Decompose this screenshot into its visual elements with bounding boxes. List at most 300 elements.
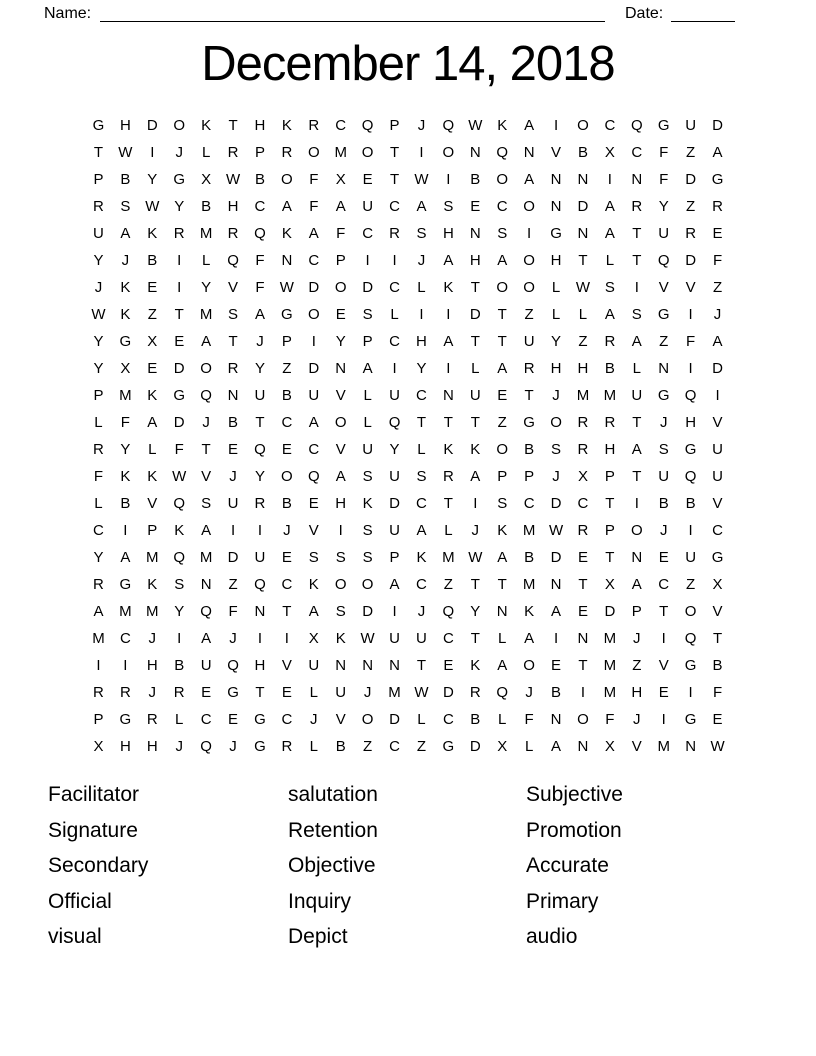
grid-letter: M	[334, 144, 347, 161]
grid-letter: B	[120, 171, 131, 188]
grid-letter: A	[308, 225, 319, 242]
grid-letter: T	[174, 306, 184, 323]
grid-letter: A	[335, 468, 346, 485]
grid-letter: U	[308, 657, 320, 674]
grid-letter: C	[281, 711, 293, 728]
date-blank-line[interactable]	[671, 2, 735, 22]
grid-letter: P	[281, 333, 292, 350]
grid-letter: G	[119, 333, 132, 350]
grid-letter: A	[416, 198, 427, 215]
grid-letter: Q	[254, 576, 266, 593]
grid-letter: B	[658, 495, 669, 512]
grid-letter: C	[442, 711, 454, 728]
grid-letter: U	[389, 468, 400, 485]
grid-letter: K	[201, 117, 212, 134]
grid-letter: J	[659, 522, 668, 539]
grid-letter: C	[362, 225, 374, 242]
grid-letter: J	[713, 306, 722, 323]
grid-letter: I	[257, 630, 263, 647]
grid-letter: G	[227, 684, 239, 701]
grid-letter: N	[523, 144, 535, 161]
grid-letter: X	[604, 738, 615, 755]
grid-letter: T	[712, 630, 723, 647]
grid-letter: C	[308, 441, 320, 458]
grid-letter: O	[684, 603, 697, 620]
grid-letter: C	[389, 738, 400, 755]
grid-letter: I	[392, 252, 397, 269]
grid-letter: F	[309, 171, 319, 188]
grid-letter: H	[577, 360, 589, 377]
grid-letter: A	[335, 198, 346, 215]
grid-letter: U	[712, 468, 723, 485]
grid-letter: S	[497, 495, 508, 512]
grid-letter: V	[228, 279, 239, 296]
grid-letter: I	[634, 495, 639, 512]
grid-letter: K	[281, 117, 292, 134]
grid-letter: E	[147, 360, 158, 377]
grid-letter: N	[227, 387, 239, 404]
word-search-grid	[85, 112, 731, 760]
grid-letter: C	[577, 495, 589, 512]
grid-letter: O	[577, 117, 589, 134]
grid-letter: T	[416, 657, 427, 674]
grid-letter: X	[497, 738, 508, 755]
word-item: Depict	[288, 925, 348, 949]
grid-letter: S	[658, 441, 669, 458]
grid-letter: S	[362, 522, 373, 539]
grid-letter: D	[227, 549, 239, 566]
grid-letter: F	[712, 684, 723, 701]
grid-letter: Y	[93, 549, 104, 566]
grid-letter: K	[335, 630, 346, 647]
grid-letter: A	[254, 306, 265, 323]
grid-letter: S	[416, 468, 427, 485]
grid-letter: T	[605, 549, 615, 566]
grid-letter: R	[712, 198, 723, 215]
grid-letter: V	[712, 414, 723, 431]
grid-letter: L	[632, 360, 641, 377]
grid-letter: O	[334, 279, 347, 296]
grid-letter: S	[335, 549, 346, 566]
grid-letter: O	[361, 711, 374, 728]
grid-letter: I	[527, 225, 532, 242]
grid-letter: V	[201, 468, 212, 485]
grid-letter: A	[524, 630, 535, 647]
grid-letter: B	[281, 495, 292, 512]
grid-letter: Q	[684, 630, 697, 647]
grid-letter: P	[604, 468, 615, 485]
grid-letter: Y	[93, 360, 104, 377]
grid-letter: J	[94, 279, 103, 296]
grid-letter: O	[630, 522, 643, 539]
grid-letter: E	[497, 387, 508, 404]
grid-row	[85, 355, 731, 382]
grid-letter: Y	[416, 360, 427, 377]
grid-letter: L	[201, 252, 211, 269]
grid-letter: I	[688, 684, 693, 701]
grid-letter: I	[688, 522, 693, 539]
grid-letter: L	[94, 414, 103, 431]
grid-letter: I	[419, 306, 424, 323]
grid-letter: R	[389, 225, 400, 242]
grid-letter: R	[308, 117, 320, 134]
grid-letter: B	[335, 738, 346, 755]
grid-letter: Z	[659, 333, 669, 350]
name-blank-line[interactable]	[100, 2, 605, 22]
grid-letter: H	[550, 252, 562, 269]
grid-letter: K	[120, 468, 131, 485]
grid-letter: G	[684, 711, 697, 728]
grid-letter: R	[146, 711, 158, 728]
grid-letter: F	[712, 252, 723, 269]
grid-letter: R	[604, 333, 616, 350]
grid-letter: P	[389, 549, 400, 566]
grid-letter: G	[254, 711, 266, 728]
grid-letter: T	[524, 387, 534, 404]
grid-letter: Y	[93, 252, 104, 269]
grid-letter: I	[177, 630, 182, 647]
grid-letter: R	[577, 441, 589, 458]
grid-letter: H	[146, 738, 158, 755]
grid-letter: F	[228, 603, 238, 620]
grid-letter: W	[225, 171, 241, 188]
word-item: Signature	[48, 818, 138, 842]
grid-letter: P	[389, 117, 400, 134]
grid-letter: C	[281, 414, 293, 431]
word-item: Objective	[288, 854, 376, 878]
grid-letter: K	[524, 603, 535, 620]
grid-letter: V	[712, 603, 723, 620]
grid-letter: T	[632, 414, 642, 431]
grid-letter: G	[523, 414, 535, 431]
word-item: visual	[48, 925, 102, 949]
grid-letter: J	[552, 387, 560, 404]
grid-letter: G	[711, 171, 724, 188]
grid-letter: O	[442, 144, 455, 161]
grid-letter: T	[470, 414, 480, 431]
grid-letter: E	[712, 711, 723, 728]
grid-letter: R	[227, 360, 239, 377]
grid-letter: W	[468, 117, 483, 134]
grid-letter: R	[93, 198, 104, 215]
grid-letter: R	[577, 522, 589, 539]
grid-letter: H	[146, 657, 158, 674]
grid-letter: U	[658, 468, 670, 485]
grid-letter: J	[417, 252, 426, 269]
grid-letter: L	[309, 738, 318, 755]
grid-letter: L	[417, 279, 426, 296]
grid-letter: M	[576, 387, 590, 404]
grid-row	[85, 139, 731, 166]
grid-letter: I	[634, 279, 639, 296]
grid-letter: T	[470, 576, 480, 593]
grid-letter: P	[93, 171, 104, 188]
grid-letter: A	[308, 603, 319, 620]
grid-letter: F	[255, 279, 265, 296]
grid-letter: I	[392, 603, 397, 620]
grid-letter: R	[93, 441, 104, 458]
grid-letter: V	[308, 522, 319, 539]
grid-letter: U	[200, 657, 212, 674]
grid-letter: D	[362, 279, 374, 296]
grid-letter: A	[497, 360, 508, 377]
grid-letter: E	[228, 711, 239, 728]
grid-row	[85, 625, 731, 652]
grid-letter: E	[658, 684, 669, 701]
grid-letter: K	[120, 279, 131, 296]
word-item: Primary	[526, 889, 599, 913]
word-item: Retention	[288, 818, 378, 842]
grid-letter: K	[470, 441, 481, 458]
grid-letter: J	[633, 630, 641, 647]
grid-letter: L	[390, 306, 399, 323]
grid-letter: N	[550, 171, 562, 188]
grid-letter: J	[659, 414, 668, 431]
grid-letter: M	[146, 603, 159, 620]
grid-letter: Q	[227, 252, 239, 269]
grid-letter: A	[443, 252, 454, 269]
grid-letter: D	[469, 306, 481, 323]
grid-letter: T	[389, 171, 400, 188]
grid-letter: R	[281, 144, 293, 161]
grid-letter: G	[119, 711, 132, 728]
grid-letter: S	[631, 306, 642, 323]
grid-letter: E	[281, 441, 292, 458]
grid-letter: Q	[630, 117, 643, 134]
grid-letter: O	[496, 279, 509, 296]
grid-row	[85, 517, 731, 544]
grid-letter: T	[228, 117, 238, 134]
grid-letter: Q	[684, 468, 697, 485]
grid-letter: M	[146, 549, 159, 566]
grid-letter: L	[578, 306, 588, 323]
grid-letter: L	[309, 684, 318, 701]
grid-letter: A	[497, 657, 508, 674]
grid-letter: H	[550, 360, 562, 377]
grid-letter: M	[388, 684, 401, 701]
grid-letter: F	[659, 171, 669, 188]
grid-letter: U	[362, 441, 374, 458]
grid-letter: D	[173, 360, 185, 377]
grid-row	[85, 274, 731, 301]
grid-letter: A	[497, 549, 508, 566]
grid-letter: Z	[147, 306, 157, 323]
grid-letter: K	[174, 522, 185, 539]
grid-letter: M	[603, 387, 617, 404]
grid-letter: N	[577, 171, 589, 188]
grid-letter: N	[685, 738, 697, 755]
grid-letter: I	[688, 306, 693, 323]
grid-letter: J	[310, 711, 318, 728]
grid-letter: I	[230, 522, 236, 539]
grid-letter: O	[523, 252, 535, 269]
grid-letter: Y	[174, 198, 185, 215]
grid-letter: D	[389, 711, 400, 728]
grid-row	[85, 112, 731, 139]
grid-letter: J	[229, 738, 237, 755]
grid-letter: E	[335, 306, 346, 323]
grid-letter: K	[281, 225, 292, 242]
grid-row	[85, 193, 731, 220]
grid-letter: E	[577, 603, 588, 620]
grid-letter: V	[551, 144, 562, 161]
grid-letter: X	[308, 630, 319, 647]
grid-letter: M	[522, 576, 536, 593]
grid-letter: Q	[496, 144, 509, 161]
grid-letter: I	[580, 684, 586, 701]
grid-letter: Z	[686, 144, 696, 161]
grid-letter: G	[657, 306, 670, 323]
grid-letter: I	[177, 252, 182, 269]
grid-letter: D	[550, 549, 562, 566]
word-item: salutation	[288, 783, 378, 806]
grid-letter: R	[577, 414, 589, 431]
grid-letter: Q	[388, 414, 401, 431]
grid-letter: I	[177, 279, 182, 296]
grid-letter: L	[605, 252, 615, 269]
grid-letter: A	[712, 333, 723, 350]
grid-letter: D	[604, 603, 616, 620]
grid-letter: K	[147, 576, 158, 593]
grid-letter: L	[498, 711, 507, 728]
grid-letter: C	[631, 144, 643, 161]
grid-letter: I	[607, 171, 612, 188]
grid-letter: P	[631, 603, 642, 620]
grid-letter: W	[414, 684, 429, 701]
grid-letter: I	[123, 522, 128, 539]
grid-letter: K	[147, 387, 158, 404]
grid-letter: A	[443, 333, 454, 350]
grid-row	[85, 706, 731, 733]
grid-letter: A	[389, 576, 400, 593]
grid-letter: K	[308, 576, 319, 593]
grid-letter: A	[524, 117, 535, 134]
grid-letter: A	[201, 630, 212, 647]
grid-letter: O	[307, 144, 320, 161]
grid-letter: P	[335, 252, 346, 269]
grid-letter: F	[659, 144, 669, 161]
grid-letter: V	[658, 279, 669, 296]
word-list	[0, 777, 816, 977]
grid-letter: G	[657, 117, 670, 134]
grid-letter: B	[147, 252, 158, 269]
grid-letter: S	[335, 603, 346, 620]
grid-letter: B	[254, 171, 265, 188]
grid-letter: E	[228, 441, 239, 458]
grid-letter: L	[94, 495, 103, 512]
grid-letter: W	[468, 549, 483, 566]
grid-letter: E	[577, 549, 588, 566]
grid-letter: N	[469, 144, 481, 161]
grid-letter: S	[443, 198, 454, 215]
grid-letter: Y	[254, 468, 265, 485]
grid-letter: H	[685, 414, 697, 431]
grid-letter: Z	[443, 576, 453, 593]
grid-letter: A	[604, 306, 615, 323]
grid-letter: N	[335, 657, 347, 674]
grid-letter: Q	[200, 603, 212, 620]
grid-letter: K	[147, 225, 158, 242]
grid-letter: R	[631, 198, 643, 215]
grid-letter: G	[657, 387, 670, 404]
grid-letter: Q	[361, 117, 374, 134]
grid-letter: N	[577, 225, 589, 242]
grid-letter: J	[552, 468, 560, 485]
grid-letter: R	[227, 225, 239, 242]
grid-letter: A	[631, 333, 642, 350]
grid-letter: I	[473, 495, 478, 512]
grid-letter: K	[443, 279, 454, 296]
grid-letter: G	[281, 306, 293, 323]
grid-letter: D	[577, 198, 589, 215]
grid-letter: O	[334, 576, 347, 593]
grid-letter: O	[281, 468, 293, 485]
grid-letter: Z	[524, 306, 534, 323]
grid-letter: B	[201, 198, 212, 215]
grid-letter: Q	[442, 603, 455, 620]
word-list-column-3	[526, 777, 623, 955]
name-label: Name:	[44, 5, 92, 22]
grid-letter: T	[201, 441, 211, 458]
grid-letter: Q	[227, 657, 239, 674]
grid-letter: D	[389, 495, 400, 512]
grid-letter: N	[496, 603, 508, 620]
grid-letter: O	[577, 711, 589, 728]
grid-letter: W	[279, 279, 294, 296]
grid-letter: E	[281, 549, 292, 566]
grid-letter: T	[255, 414, 265, 431]
grid-letter: U	[254, 387, 266, 404]
grid-letter: Q	[496, 684, 509, 701]
word-list-column-2	[288, 777, 378, 955]
grid-letter: K	[362, 495, 373, 512]
grid-row	[85, 382, 731, 409]
grid-letter: G	[254, 738, 266, 755]
grid-letter: N	[281, 252, 293, 269]
grid-letter: A	[551, 603, 562, 620]
grid-letter: Y	[551, 333, 562, 350]
grid-letter: S	[228, 306, 239, 323]
grid-letter: V	[712, 495, 723, 512]
grid-letter: L	[471, 360, 480, 377]
grid-letter: O	[550, 414, 562, 431]
grid-letter: M	[199, 306, 213, 323]
grid-letter: F	[120, 414, 130, 431]
grid-letter: N	[254, 603, 266, 620]
grid-letter: R	[93, 576, 104, 593]
grid-letter: C	[389, 279, 400, 296]
grid-letter: B	[524, 549, 535, 566]
grid-letter: J	[229, 630, 237, 647]
grid-letter: X	[335, 171, 346, 188]
grid-letter: C	[281, 576, 293, 593]
grid-letter: H	[469, 252, 481, 269]
grid-letter: I	[365, 252, 370, 269]
grid-letter: Z	[497, 414, 507, 431]
grid-letter: E	[201, 684, 212, 701]
grid-letter: B	[281, 387, 292, 404]
grid-letter: Y	[120, 441, 131, 458]
grid-letter: T	[578, 576, 588, 593]
grid-letter: V	[685, 279, 696, 296]
grid-letter: T	[497, 576, 507, 593]
grid-letter: Q	[200, 387, 212, 404]
grid-letter: I	[446, 171, 451, 188]
grid-letter: Q	[307, 468, 320, 485]
grid-letter: R	[523, 360, 535, 377]
grid-letter: A	[604, 198, 615, 215]
grid-letter: Y	[201, 279, 212, 296]
